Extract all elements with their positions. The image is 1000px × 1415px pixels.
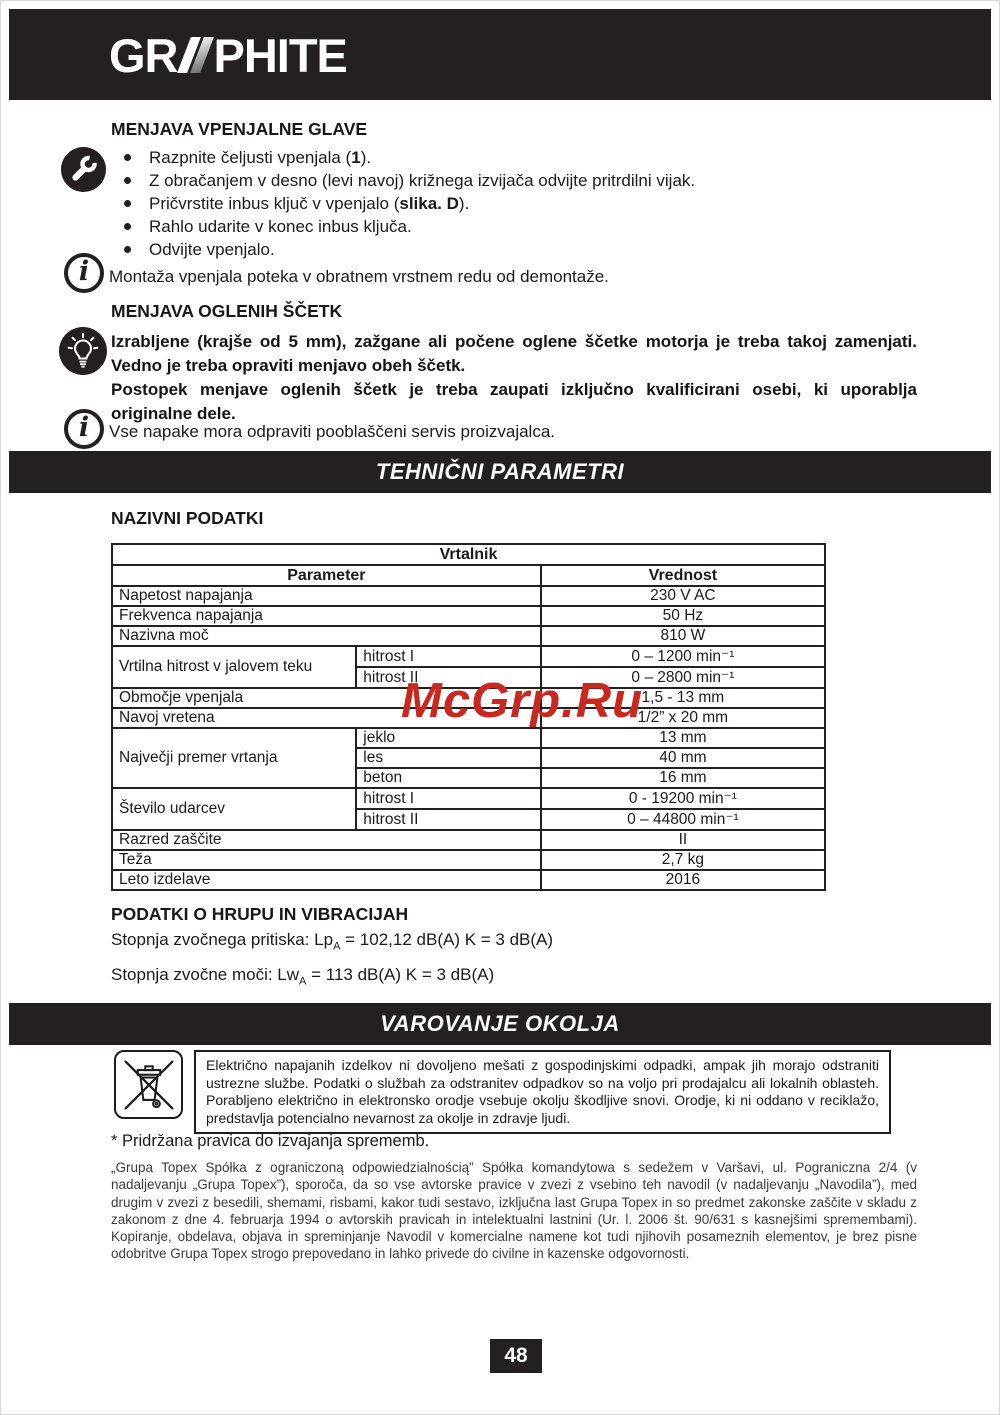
spec-value-cell: 50 Hz xyxy=(541,606,825,626)
spec-subparam-cell: hitrost II xyxy=(356,667,540,688)
lightbulb-icon xyxy=(59,327,107,375)
brand-header xyxy=(9,9,991,100)
spec-value-cell: 13 mm xyxy=(541,728,825,748)
spec-value-cell: 40 mm xyxy=(541,748,825,768)
wrench-icon xyxy=(61,147,106,192)
logo-text: GR xyxy=(109,28,178,82)
spec-param-cell: Največji premer vrtanja xyxy=(112,728,356,788)
spec-value-cell: 2016 xyxy=(541,870,825,890)
spec-row xyxy=(112,788,825,809)
spec-param-cell: Vrtilna hitrost v jalovem teku xyxy=(112,646,356,688)
spec-subparam-cell: jeklo xyxy=(356,728,540,748)
spec-param-cell: Navoj vretena xyxy=(112,708,541,728)
chuck-step: Pričvrstite inbus ključ v vpenjalo (slika. D). xyxy=(121,192,781,215)
chuck-step: Razpnite čeljusti vpenjala (1). xyxy=(121,146,781,169)
spec-value-cell: II xyxy=(541,830,825,850)
spec-value-cell: 2,7 kg xyxy=(541,850,825,870)
spec-value-cell: 0 – 2800 min⁻¹ xyxy=(541,667,825,688)
spec-row xyxy=(112,626,825,646)
spec-param-cell: Nazivna moč xyxy=(112,626,541,646)
spec-value-cell: 1,5 - 13 mm xyxy=(541,688,825,708)
spec-subparam-cell: les xyxy=(356,748,540,768)
spec-title-row xyxy=(112,544,825,565)
section-heading-brush-replacement: MENJAVA OGLENIH ŠČETK xyxy=(111,301,343,321)
spec-subparam-cell: hitrost II xyxy=(356,809,540,830)
chuck-steps-list xyxy=(121,146,781,261)
brush-warning-1: Izrabljene (krajše od 5 mm), zažgane ali počene oglene ščetke motorja je treba takoj zamenjati. Vedno je treba opraviti menjavo obeh ščetk. xyxy=(111,332,917,375)
spec-param-cell: Napetost napajanja xyxy=(112,586,541,606)
spec-subparam-cell: hitrost I xyxy=(356,788,540,809)
section-heading-noise-vibration: PODATKI O HRUPU IN VIBRACIJAH xyxy=(111,904,409,924)
info-icon xyxy=(64,409,104,449)
chuck-step: Odvijte vpenjalo. xyxy=(121,238,781,261)
spec-param-cell: Leto izdelave xyxy=(112,870,541,890)
section-heading-rated-data: NAZIVNI PODATKI xyxy=(111,508,264,528)
page-number-badge xyxy=(490,1339,542,1373)
spec-row xyxy=(112,586,825,606)
spec-param-cell: Razred zaščite xyxy=(112,830,541,850)
watermark: McGrp.Ru xyxy=(401,674,644,728)
spec-row xyxy=(112,606,825,626)
spec-value-cell: 1/2” x 20 mm xyxy=(541,708,825,728)
spec-value-cell: 0 - 19200 min⁻¹ xyxy=(541,788,825,809)
spec-row xyxy=(112,728,825,748)
spec-value-cell: 810 W xyxy=(541,626,825,646)
spec-col-value: Vrednost xyxy=(541,565,825,586)
spec-subparam-cell: hitrost I xyxy=(356,646,540,667)
weee-crossed-bin-icon xyxy=(114,1050,183,1119)
banner-technical-parameters: TEHNIČNI PARAMETRI xyxy=(9,451,991,493)
spec-value-cell: 230 V AC xyxy=(541,586,825,606)
spec-row xyxy=(112,830,825,850)
logo-text: PHITE xyxy=(213,28,347,82)
spec-row xyxy=(112,870,825,890)
legal-paragraph: „Grupa Topex Spółka z ograniczoną odpowiedzialnością” Spółka komandytowa s sedežem v Varšavi, ul. Pograniczna 2/4 (v nadaljevanju „Grupa Topex”), sporoča, da so vse avtorske pravice v zvezi z vsebino teh navodil (v nadaljevanju „Navodila”), med drugim v zvezi z besedili, shemami, risbami, kakor tudi sestavo, izključna last Grupa Topex in so predmet zakonske zaščite v skladu z zakonom z dne 4. februarja 1994 o avtorskih pravicah in intelektualni lastnini (Ur. l. 2006 št. 90/631 s kasnejšimi spremembami). Kopiranje, obdelava, objava in spreminjanje Navodil v komercialne namene kot tudi njihovih posameznih elementov, je brez pisne odobritve Grupa Topex strogo prepovedano in lahko privede do civilne in kazenske odgovornosti. xyxy=(111,1160,917,1262)
spec-subparam-cell: beton xyxy=(356,768,540,788)
info-icon xyxy=(64,253,104,293)
rights-reservation: * Pridržana pravica do izvajanja sprememb. xyxy=(111,1132,430,1150)
spec-table-title: Vrtalnik xyxy=(112,544,825,565)
brush-warning-2: Postopek menjave oglenih ščetk je treba zaupati izključno kvalificirani osebi, ki uporablja originalne dele. xyxy=(111,380,917,423)
spec-col-parameter: Parameter xyxy=(112,565,541,586)
spec-param-cell: Teža xyxy=(112,850,541,870)
spec-value-cell: 16 mm xyxy=(541,768,825,788)
spec-row xyxy=(112,646,825,667)
page-number: 48 xyxy=(504,1344,528,1367)
brush-note: Vse napake mora odpraviti pooblaščeni servis proizvajalca. xyxy=(109,422,556,441)
environment-box xyxy=(114,1050,891,1134)
spec-param-cell: Število udarcev xyxy=(112,788,356,830)
banner-environment: VAROVANJE OKOLJA xyxy=(9,1003,991,1045)
spec-param-cell: Frekvenca napajanja xyxy=(112,606,541,626)
spec-row xyxy=(112,850,825,870)
noise-line: Stopnja zvočne moči: $Lw_A = 113$ dB(A) K = 3 dB(A) xyxy=(111,964,495,988)
noise-line: Stopnja zvočnega pritiska: $Lp_A = 102,12$ dB(A) K = 3 dB(A) xyxy=(111,930,554,953)
chuck-step: Z obračanjem v desno (levi navoj) križnega izvijača odvijte pritrdilni vijak. xyxy=(121,169,781,192)
spec-value-cell: 0 – 1200 min⁻¹ xyxy=(541,646,825,667)
info-glyph: i xyxy=(78,411,90,443)
spec-table-body xyxy=(112,586,825,890)
chuck-step: Rahlo udarite v konec inbus ključa. xyxy=(121,215,781,238)
spec-header-row xyxy=(112,565,825,586)
section-heading-chuck-replacement: MENJAVA VPENJALNE GLAVE xyxy=(111,119,368,139)
spec-param-cell: Območje vpenjala xyxy=(112,688,541,708)
graphite-logo xyxy=(109,28,347,82)
environment-text: Električno napajanih izdelkov ni dovoljeno mešati z gospodinjskimi odpadki, ampak jih morajo odstraniti ustrezne službe. Podatki o službah za odstranitev odpadkov so na voljo pri prodajalcu ali lokalnih oblasteh. Porabljeno električno in elektronsko orodje vsebuje okolju škodljive snovi. Orodje, ki ni oddano v reciklažo, predstavlja potencialno nevarnost za okolje in zdravje ljudi. xyxy=(194,1050,891,1134)
info-glyph: i xyxy=(78,255,90,287)
chuck-note: Montaža vpenjala poteka v obratnem vrstnem redu od demontaže. xyxy=(109,267,609,286)
spec-value-cell: 0 – 44800 min⁻¹ xyxy=(541,809,825,830)
